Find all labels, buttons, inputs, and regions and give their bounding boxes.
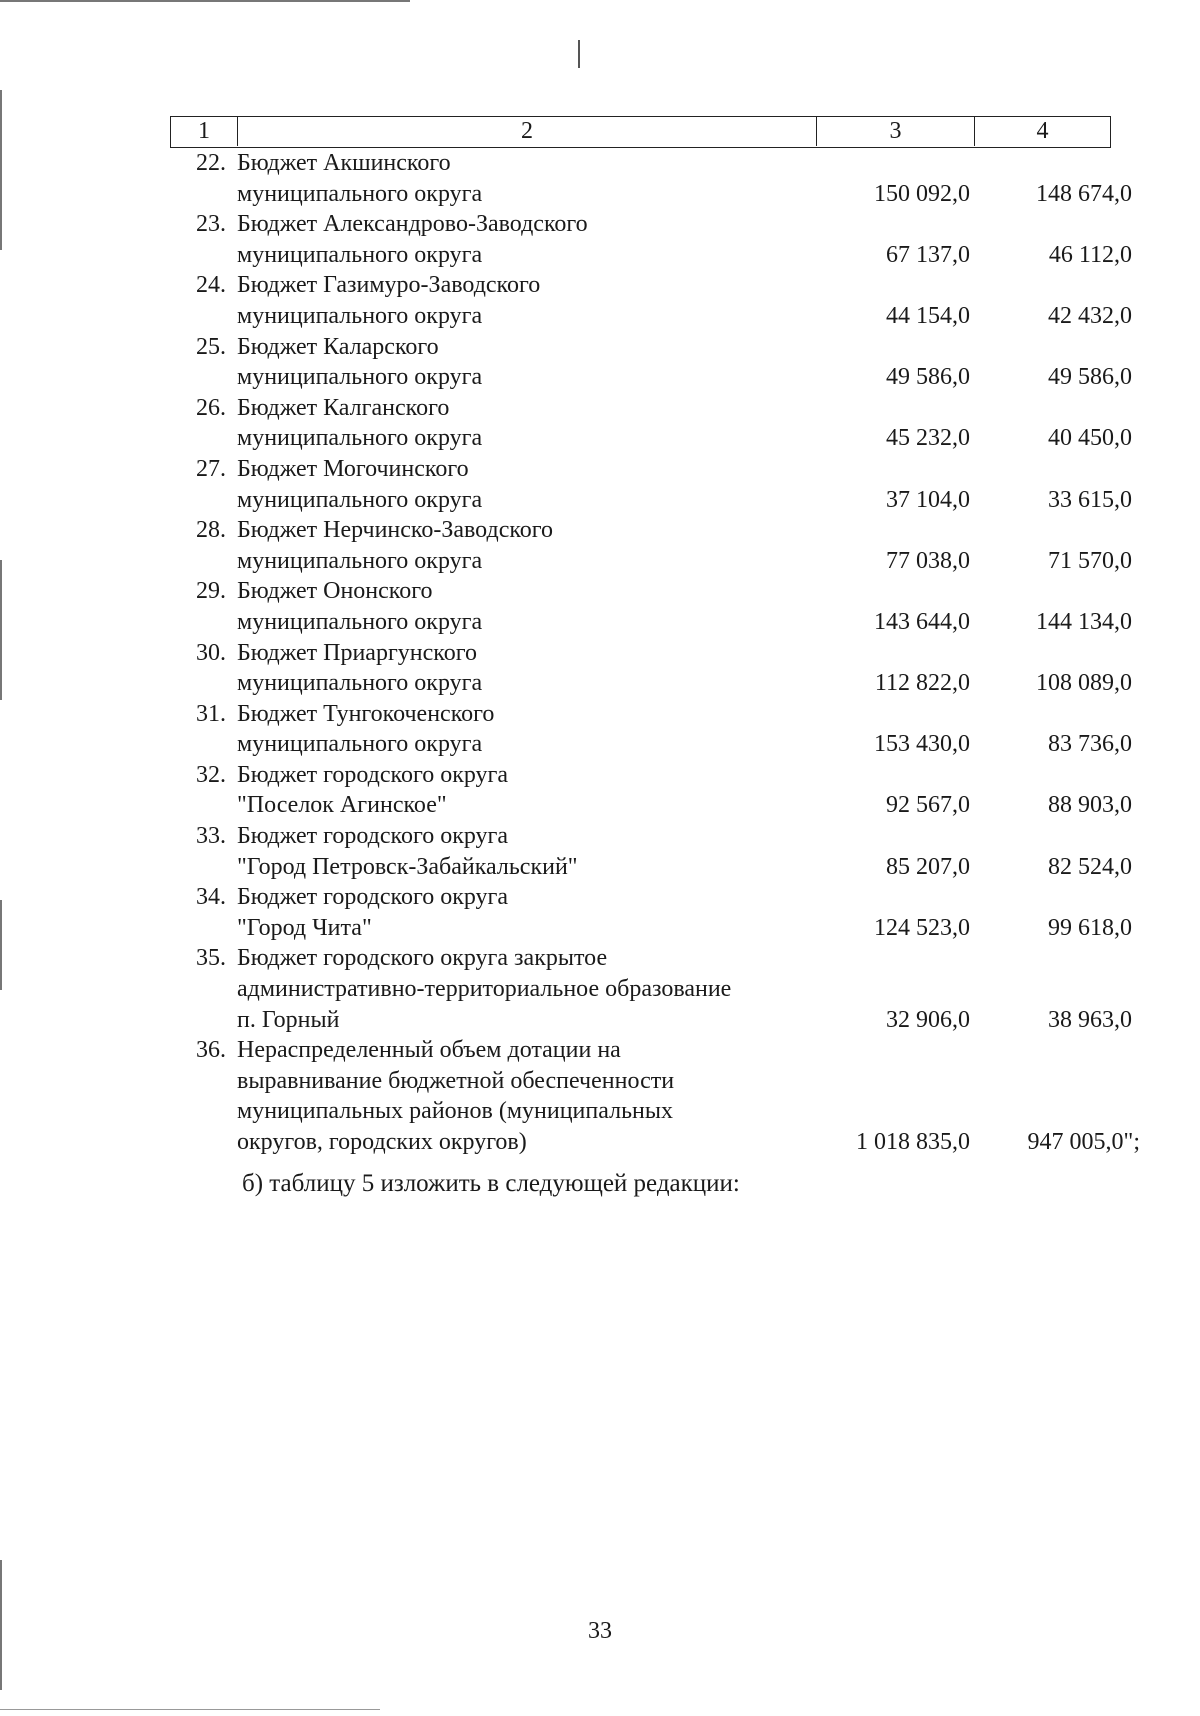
budget-name-line: муниципального округа (237, 302, 483, 329)
table-row (0, 515, 1200, 576)
budget-name (237, 515, 797, 576)
budget-name-line: "Город Чита" (237, 914, 372, 941)
table-row (0, 943, 1200, 1035)
budget-name (237, 270, 797, 331)
budget-name-line: Бюджет Приаргунского (237, 639, 477, 666)
value-col-3: 45 232,0 (886, 425, 970, 452)
row-number: 35. (196, 945, 226, 972)
budget-name-line: Бюджет городского округа (237, 761, 509, 788)
budget-name-line: Бюджет Тунгокоченского (237, 700, 495, 727)
row-number: 22. (196, 150, 226, 176)
value-col-3: 143 644,0 (874, 608, 970, 635)
value-col-3: 112 822,0 (874, 670, 970, 697)
value-col-4: 83 736,0 (1048, 731, 1132, 758)
value-col-3: 150 092,0 (874, 180, 970, 207)
row-number: 27. (196, 455, 226, 482)
budget-name (237, 393, 797, 454)
value-col-4: 88 903,0 (1048, 792, 1132, 819)
value-col-3: 85 207,0 (886, 853, 970, 880)
table-row (0, 699, 1200, 760)
budget-name-line: Бюджет городского округа закрытое (237, 945, 608, 972)
value-col-4: 42 432,0 (1048, 302, 1132, 329)
budget-name-line: Бюджет Ононского (237, 578, 433, 605)
budget-name (237, 209, 797, 270)
budget-name-line: муниципального округа (237, 425, 483, 452)
budget-name-line: Бюджет Александрово-Заводского (237, 211, 588, 238)
budget-name (237, 454, 797, 515)
budget-name (237, 882, 797, 943)
budget-name-line: муниципальных районов (муниципальных (237, 1098, 673, 1125)
value-col-3: 77 038,0 (886, 547, 970, 574)
value-col-3: 67 137,0 (886, 241, 970, 268)
table-row (0, 393, 1200, 454)
scan-mark (578, 40, 580, 68)
budget-name-line: муниципального округа (237, 731, 483, 758)
value-col-4: 82 524,0 (1048, 853, 1132, 880)
budget-name-line: муниципального округа (237, 608, 483, 635)
value-col-4: 33 615,0 (1048, 486, 1132, 513)
table-row (0, 454, 1200, 515)
table-row (0, 148, 1200, 209)
table-row (0, 270, 1200, 331)
table-row (0, 638, 1200, 699)
budget-name-line: выравнивание бюджетной обеспеченности (237, 1067, 675, 1094)
value-col-4: 38 963,0 (1048, 1006, 1132, 1033)
value-col-4: 40 450,0 (1048, 425, 1132, 452)
value-col-4: 99 618,0 (1048, 914, 1132, 941)
budget-name-line: Нераспределенный объем дотации на (237, 1037, 621, 1064)
table-row (0, 576, 1200, 637)
budget-name-line: Бюджет Каларского (237, 333, 439, 360)
budget-name (237, 821, 797, 882)
value-col-4: 71 570,0 (1048, 547, 1132, 574)
row-number: 25. (196, 333, 226, 360)
header-col-3: 3 (817, 117, 975, 146)
budget-name-line: административно-территориальное образование (237, 976, 732, 1003)
value-col-3: 1 018 835,0 (856, 1129, 970, 1156)
value-col-4: 46 112,0 (1048, 241, 1132, 268)
budget-name-line: муниципального округа (237, 486, 483, 513)
row-number: 32. (196, 761, 226, 788)
row-number: 23. (196, 211, 226, 238)
header-col-4: 4 (1036, 118, 1049, 144)
budget-name-line: "Город Петровск-Забайкальский" (237, 853, 578, 880)
budget-name-line: Бюджет городского округа (237, 884, 509, 911)
row-number: 34. (196, 884, 226, 911)
value-col-4: 947 005,0"; (1027, 1129, 1140, 1156)
budget-name-line: Бюджет Нерчинско-Заводского (237, 517, 554, 544)
value-col-4: 108 089,0 (1036, 670, 1132, 697)
row-number: 36. (196, 1037, 226, 1064)
table-row (0, 882, 1200, 943)
budget-table-body (0, 148, 1200, 1158)
row-number: 31. (196, 700, 226, 727)
value-col-4: 148 674,0 (1036, 180, 1132, 207)
budget-name-line: округов, городских округов) (237, 1129, 527, 1156)
budget-name-line: Бюджет городского округа (237, 823, 509, 850)
row-number: 33. (196, 823, 226, 850)
row-number: 26. (196, 394, 226, 421)
table-row (0, 332, 1200, 393)
value-col-3: 153 430,0 (874, 731, 970, 758)
value-col-3: 124 523,0 (874, 914, 970, 941)
table-row (0, 1035, 1200, 1157)
value-col-3: 37 104,0 (886, 486, 970, 513)
row-number: 29. (196, 578, 226, 605)
budget-name-line: муниципального округа (237, 364, 483, 391)
budget-name (237, 638, 797, 699)
value-col-4: 144 134,0 (1036, 608, 1132, 635)
row-number: 24. (196, 272, 226, 299)
page-number: 33 (588, 1618, 612, 1644)
budget-name (237, 943, 797, 1035)
header-col-2: 2 (238, 117, 817, 146)
budget-name (237, 576, 797, 637)
value-col-4: 49 586,0 (1048, 364, 1132, 391)
budget-name-line: Бюджет Акшинского (237, 150, 451, 176)
scan-edge-line (0, 0, 410, 2)
budget-name-line: п. Горный (237, 1006, 340, 1033)
row-number: 28. (196, 517, 226, 544)
budget-name-line: Бюджет Могочинского (237, 455, 469, 482)
value-col-3: 44 154,0 (886, 302, 970, 329)
footer-note: б) таблицу 5 изложить в следующей редакции: (242, 1170, 740, 1197)
table-header-row (170, 116, 1111, 148)
budget-name (237, 332, 797, 393)
value-col-3: 92 567,0 (886, 792, 970, 819)
budget-name-line: муниципального округа (237, 241, 483, 268)
budget-name-line: Бюджет Газимуро-Заводского (237, 272, 541, 299)
budget-name-line: муниципального округа (237, 670, 483, 697)
budget-name-line: муниципального округа (237, 547, 483, 574)
budget-name (237, 699, 797, 760)
row-number: 30. (196, 639, 226, 666)
budget-name-line: "Поселок Агинское" (237, 792, 447, 819)
scan-edge-line (0, 1709, 380, 1710)
table-row (0, 760, 1200, 821)
header-col-1: 1 (171, 117, 238, 146)
table-row (0, 209, 1200, 270)
budget-name-line: муниципального округа (237, 180, 483, 207)
value-col-3: 49 586,0 (886, 364, 970, 391)
budget-name (237, 148, 797, 209)
budget-name (237, 760, 797, 821)
budget-name (237, 1035, 797, 1157)
budget-name-line: Бюджет Калганского (237, 394, 450, 421)
value-col-3: 32 906,0 (886, 1006, 970, 1033)
table-row (0, 821, 1200, 882)
